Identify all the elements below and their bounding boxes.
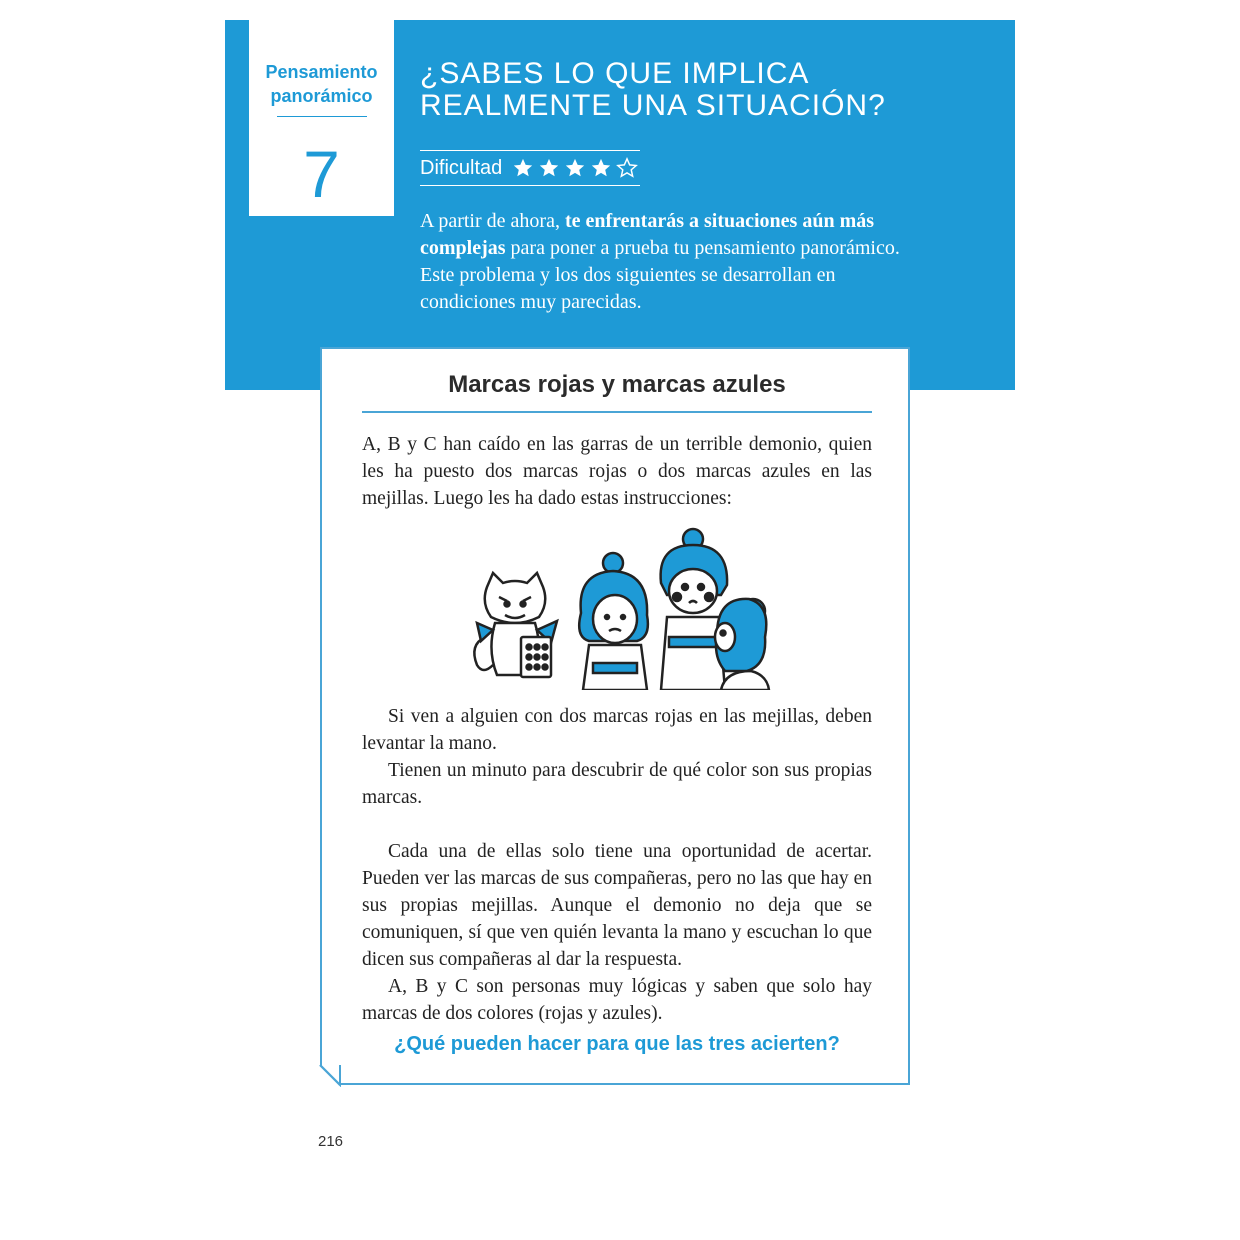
star-icon <box>590 157 612 179</box>
star-icon <box>564 157 586 179</box>
demon-illustration <box>474 573 557 677</box>
paragraph-2: Si ven a alguien con dos marcas rojas en las mejillas, deben levantar la mano. <box>362 706 872 754</box>
paragraph-5: A, B y C son personas muy lógicas y saben que solo hay marcas de dos colores (rojas y azules). <box>362 976 872 1024</box>
paragraph-3: Tienen un minuto para descubrir de qué color son sus propias marcas. <box>362 760 872 808</box>
paragraph-1: A, B y C han caído en las garras de un terrible demonio, quien les ha puesto dos marcas rojas o dos marcas azules en las mejillas. Luego les ha dado estas instrucciones: <box>362 434 872 509</box>
category-label: Pensamiento panorámico <box>265 62 378 106</box>
intro-text: A partir de ahora, te enfrentarás a situaciones aún más complejas para poner a prueba tu pensamiento panorámico. Este problema y los dos siguientes se desarrollan en condiciones muy parecidas. <box>420 210 900 313</box>
card-title-divider <box>362 411 872 413</box>
girl-a-illustration <box>579 553 648 690</box>
star-outline-icon <box>616 157 638 179</box>
star-icon <box>512 157 534 179</box>
demon-and-girls-illustration <box>455 525 785 690</box>
difficulty-rating <box>420 150 640 186</box>
question: ¿Qué pueden hacer para que las tres acierten? <box>394 1033 840 1055</box>
folded-corner <box>318 1063 342 1087</box>
problem-card <box>320 347 910 1085</box>
page-number: 216 <box>318 1133 344 1150</box>
problem-number: 7 <box>303 137 340 211</box>
instructions <box>362 703 872 811</box>
paragraph-4: Cada una de ellas solo tiene una oportunidad de acertar. Pueden ver las marcas de sus compañeras, pero no las que hay en sus propias mejillas. Aunque el demonio no deja que se comuniquen, sí que ven quién levanta la mano y escuchan lo que dicen sus compañeras al dar la respuesta. <box>362 841 872 970</box>
page-title: ¿SABES LO QUE IMPLICA REALMENTE UNA SITUACIÓN? <box>420 57 886 122</box>
star-icon <box>538 157 560 179</box>
difficulty-label: Dificultad <box>420 156 503 179</box>
card-title: Marcas rojas y marcas azules <box>448 371 786 398</box>
badge-divider <box>277 116 367 117</box>
girl-b-illustration <box>661 529 728 690</box>
rules <box>362 838 872 1027</box>
problem-badge <box>249 20 394 216</box>
